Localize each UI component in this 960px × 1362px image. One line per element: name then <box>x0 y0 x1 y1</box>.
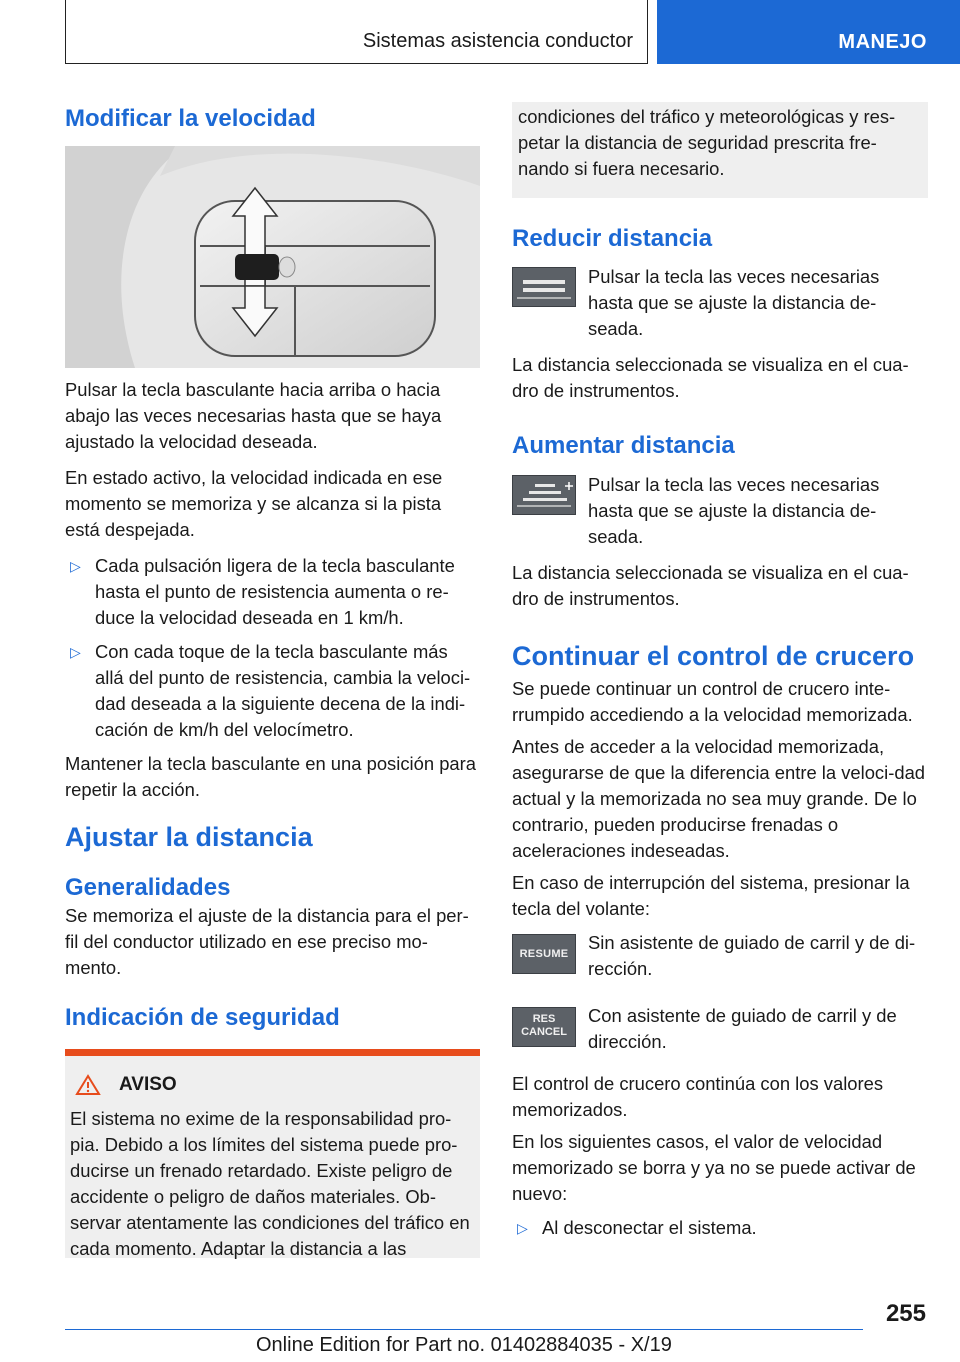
paragraph-estado-activo: En estado activo, la velocidad indicada en ese momento se memoriza y se alcanza si la pista está despejada. <box>65 467 443 540</box>
list-item <box>65 639 480 743</box>
res-cancel-label <box>513 1008 575 1039</box>
left-column-top <box>65 104 480 134</box>
res-cancel-button-icon <box>512 1007 576 1047</box>
paragraph-memoriza: Se memoriza el ajuste de la distancia para el per‐fil del conductor utilizado en ese preciso mo‐mento. <box>65 905 469 978</box>
res-cancel-description <box>588 1003 928 1055</box>
triangle-bullet-icon: ▷ <box>517 1220 528 1236</box>
list-item <box>65 553 480 631</box>
steering-wheel-image <box>65 146 480 368</box>
res-cancel-text: Con asistente de guiado de carril y de dirección. <box>588 1005 897 1052</box>
paragraph-continuar-3: En caso de interrupción del sistema, presionar la tecla del volante: <box>512 872 910 919</box>
resume-description <box>588 930 928 982</box>
warning-bar <box>65 1049 480 1056</box>
resume-text: Sin asistente de guiado de carril y de di‐rección. <box>588 932 916 979</box>
paragraph-mantener: Mantener la tecla basculante en una posición para repetir la acción. <box>65 753 476 800</box>
section-reducir <box>512 224 928 254</box>
bullet-text: Al desconectar el sistema. <box>542 1217 757 1238</box>
heading-generalidades: Generalidades <box>65 874 231 901</box>
warning-text: El sistema no exime de la responsabilidad pro‐pia. Debido a los límites del sistema puede pro‐ducirse un frenado retardado. Existe peligro de accidente o peligro de daños materiales. Ob‐servar atentamente las condiciones del tráfico en cada momento. Adaptar la distancia a las <box>70 1108 470 1259</box>
section-continuar-end <box>512 1071 928 1241</box>
section-aumentar <box>512 431 928 461</box>
bullet-text: Cada pulsación ligera de la tecla basculante hasta el punto de resistencia aumenta o re‐duce la velocidad deseada en 1 km/h. <box>95 555 455 628</box>
warning-continuation-box <box>512 102 928 198</box>
list-item <box>512 1215 928 1241</box>
heading-continuar-control: Continuar el control de crucero <box>512 641 915 671</box>
footer-divider <box>65 1329 863 1330</box>
res-label: RES <box>532 1013 556 1025</box>
aumentar-after-text: La distancia seleccionada se visualiza en el cua‐dro de instrumentos. <box>512 562 909 609</box>
heading-aumentar-distancia: Aumentar distancia <box>512 432 735 459</box>
aumentar-text: Pulsar la tecla las veces necesarias hasta que se ajuste la distancia de‐seada. <box>588 474 880 547</box>
paragraph-continuar-4: El control de crucero continúa con los valores memorizados. <box>512 1073 884 1120</box>
cancel-label: CANCEL <box>521 1026 567 1038</box>
reducir-text: Pulsar la tecla las veces necesarias hasta que se ajuste la distancia de‐seada. <box>588 266 880 339</box>
triangle-bullet-icon: ▷ <box>70 558 81 574</box>
warning-triangle-icon <box>75 1074 101 1096</box>
warning-title: AVISO <box>119 1074 177 1095</box>
resume-label: RESUME <box>519 948 569 960</box>
header-section-title: Sistemas asistencia conductor <box>362 30 633 52</box>
triangle-bullet-icon: ▷ <box>70 644 81 660</box>
left-column-body <box>65 377 480 1033</box>
bullet-text: Con cada toque de la tecla basculante más allá del punto de resistencia, cambia la veloci‐dad deseada a la siguiente decena de la indi‐cación de km/h del velocímetro. <box>95 641 471 740</box>
paragraph-continuar-1: Se puede continuar un control de crucero inte‐rrumpido accediendo a la velocidad memorizada. <box>512 678 913 725</box>
page-number: 255 <box>885 1300 926 1327</box>
aumentar-body <box>512 472 928 612</box>
heading-indicacion-seguridad: Indicación de seguridad <box>65 1004 340 1031</box>
resume-button-icon <box>512 934 576 974</box>
footer-edition: Online Edition for Part no. 01402884035 - X/19 <box>256 1334 672 1356</box>
warning-box <box>65 1056 480 1258</box>
section-continuar <box>512 640 928 922</box>
warning-continuation-text: condiciones del tráfico y meteorológicas y res‐petar la distancia de seguridad prescrita fre‐nando si fuera necesario. <box>518 106 896 179</box>
reducir-after-text: La distancia seleccionada se visualiza en el cua‐dro de instrumentos. <box>512 354 909 401</box>
paragraph-pulsar: Pulsar la tecla basculante hacia arriba o hacia abajo las veces necesarias hasta que se haya ajustado la velocidad deseada. <box>65 379 442 452</box>
header-tab-label: MANEJO <box>838 31 927 53</box>
heading-ajustar-distancia: Ajustar la distancia <box>65 822 313 852</box>
heading-modificar-velocidad: Modificar la velocidad <box>65 105 316 132</box>
header-section-box <box>65 0 648 64</box>
paragraph-continuar-2: Antes de acceder a la velocidad memorizada, asegurarse de que la diferencia entre la veloci‐dad actual y la memorizada no sea muy grande. De lo contrario, pueden producirse frenadas o aceleraciones indeseadas. <box>512 736 926 861</box>
heading-reducir-distancia: Reducir distancia <box>512 225 713 252</box>
reducir-body <box>512 264 928 404</box>
rocker-switch-icon <box>65 146 480 368</box>
paragraph-continuar-5: En los siguientes casos, el valor de velocidad memorizado se borra y ya no se puede activar de nuevo: <box>512 1131 916 1204</box>
header-tab-manejo[interactable] <box>657 0 960 64</box>
warning-header <box>75 1074 177 1096</box>
